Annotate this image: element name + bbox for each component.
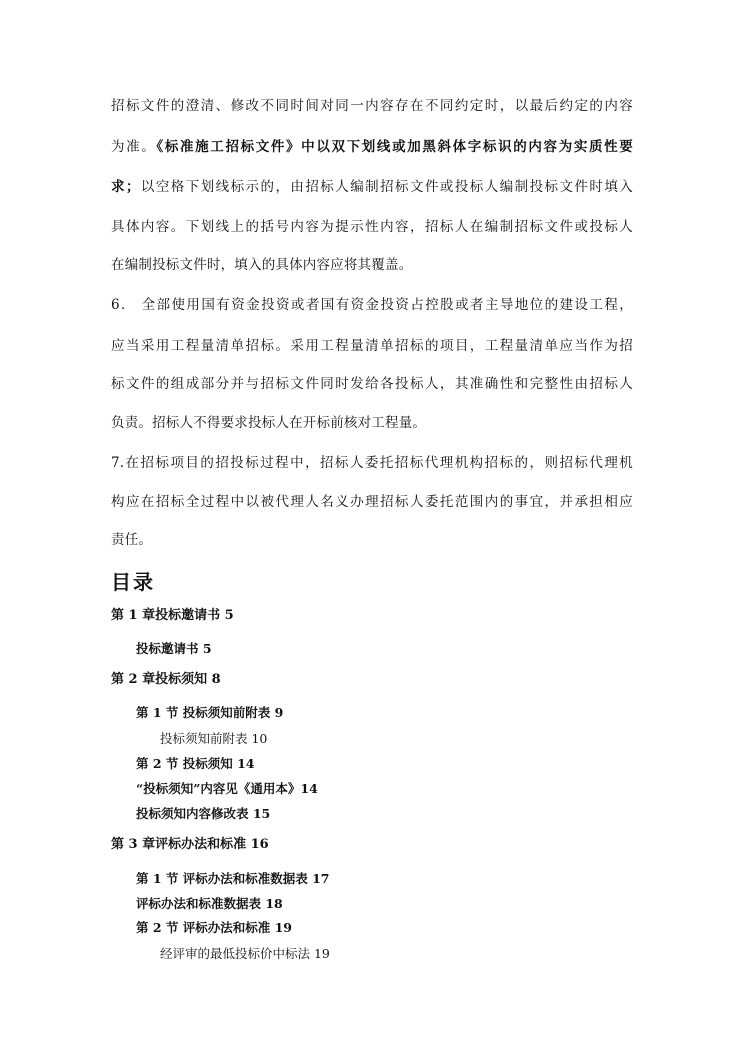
toc-entry[interactable]: 经评审的最低投标价中标法 19 bbox=[160, 946, 330, 961]
body-line-8: 标文件的组成部分并与招标文件同时发给各投标人，其准确性和完整性由招标人 bbox=[111, 376, 633, 392]
body-line-1: 招标文件的澄清、修改不同时间对同一内容存在不同约定时，以最后约定的内容 bbox=[111, 98, 633, 114]
body-line-2-emphasis: 《标准施工招标文件》中以双下划线或加黑斜体字标识的内容为实质性要 bbox=[156, 139, 633, 155]
toc-entry[interactable]: 投标须知内容修改表 15 bbox=[136, 806, 271, 821]
toc-section[interactable]: 第 1 节 评标办法和标准数据表 17 bbox=[136, 871, 330, 886]
body-line-3-rest: 以空格下划线标示的，由招标人编制招标文件或投标人编制投标文件时填入 bbox=[139, 179, 633, 195]
toc-entry[interactable]: 投标邀请书 5 bbox=[136, 641, 212, 656]
toc-chapter-1[interactable]: 第 1 章投标邀请书 5 bbox=[111, 608, 234, 623]
body-line-2-prefix: 为准。 bbox=[111, 139, 157, 155]
body-line-6: 6． 全部使用国有资金投资或者国有资金投资占控股或者主导地位的建设工程， bbox=[111, 297, 633, 313]
toc-chapter-2[interactable]: 第 2 章投标须知 8 bbox=[111, 672, 221, 687]
toc-chapter-3[interactable]: 第 3 章评标办法和标准 16 bbox=[111, 837, 269, 852]
body-line-2 bbox=[111, 137, 633, 157]
toc-entry[interactable]: “投标须知”内容见《通用本》14 bbox=[136, 781, 318, 796]
body-line-3-emphasis: 求； bbox=[111, 179, 140, 195]
body-line-12: 责任。 bbox=[111, 532, 153, 548]
toc-title: 目录 bbox=[111, 570, 155, 594]
body-line-11: 构应在招标全过程中以被代理人名义办理招标人委托范围内的事宜，并承担相应 bbox=[111, 494, 633, 510]
toc-entry[interactable]: 投标须知前附表 10 bbox=[160, 731, 268, 746]
body-line-9: 负责。招标人不得要求投标人在开标前核对工程量。 bbox=[111, 415, 427, 431]
body-line-7: 应当采用工程量清单招标。采用工程量清单招标的项目，工程量清单应当作为招 bbox=[111, 338, 633, 354]
toc-entry[interactable]: 评标办法和标准数据表 18 bbox=[136, 896, 283, 911]
toc-section[interactable]: 第 1 节 投标须知前附表 9 bbox=[136, 705, 284, 720]
toc-section[interactable]: 第 2 节 评标办法和标准 19 bbox=[136, 920, 293, 935]
body-line-3 bbox=[111, 177, 633, 197]
body-line-4: 具体内容。下划线上的括号内容为提示性内容，招标人在编制招标文件或投标人 bbox=[111, 219, 633, 235]
toc-section[interactable]: 第 2 节 投标须知 14 bbox=[136, 756, 255, 771]
body-line-10: 7.在招标项目的招投标过程中，招标人委托招标代理机构招标的，则招标代理机 bbox=[111, 455, 633, 471]
body-line-5: 在编制投标文件时，填入的具体内容应将其覆盖。 bbox=[111, 257, 413, 273]
